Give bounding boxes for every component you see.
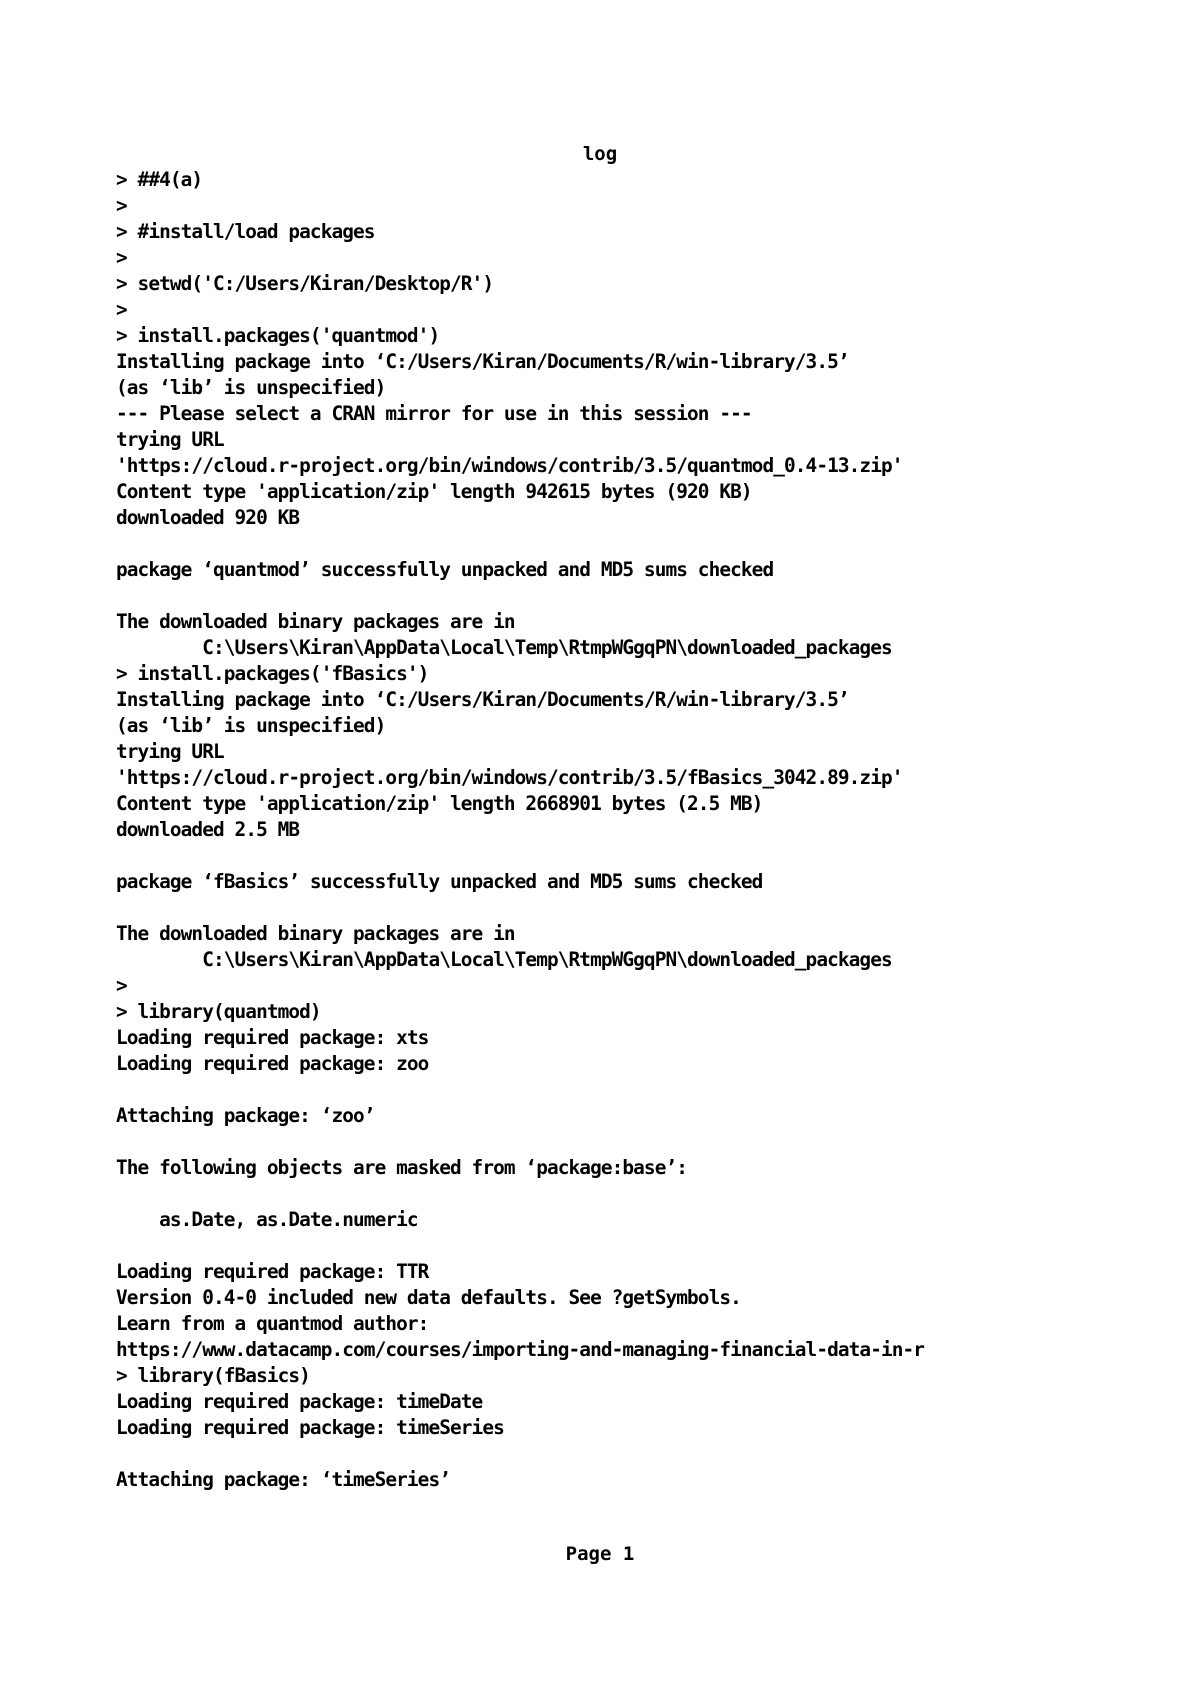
log-line: (as ‘lib’ is unspecified): [116, 714, 386, 737]
log-line: Attaching package: ‘timeSeries’: [116, 1468, 450, 1491]
log-line: C:\Users\Kiran\AppData\Local\Temp\RtmpWGgqPN\downloaded_packages: [116, 948, 892, 971]
log-line: downloaded 920 KB: [116, 506, 300, 529]
log-line: --- Please select a CRAN mirror for use in this session ---: [116, 402, 752, 425]
log-line: > install.packages('quantmod'): [116, 324, 440, 347]
log-line: Loading required package: xts: [116, 1026, 429, 1049]
log-line: >: [116, 194, 127, 217]
log-line: Loading required package: timeDate: [116, 1390, 483, 1413]
log-line: [116, 1129, 1116, 1155]
log-line: package ‘fBasics’ successfully unpacked and MD5 sums checked: [116, 870, 763, 893]
log-line: trying URL: [116, 428, 224, 451]
log-line: [116, 583, 1116, 609]
log-line: Installing package into ‘C:/Users/Kiran/Documents/R/win-library/3.5’: [116, 350, 849, 373]
log-line: [116, 531, 1116, 557]
log-line: 'https://cloud.r-project.org/bin/windows/contrib/3.5/fBasics_3042.89.zip': [116, 766, 903, 789]
log-line: >: [116, 298, 127, 321]
log-line: > setwd('C:/Users/Kiran/Desktop/R'): [116, 272, 494, 295]
log-output: [116, 167, 1116, 1493]
log-line: Attaching package: ‘zoo’: [116, 1104, 375, 1127]
log-line: >: [116, 246, 127, 269]
log-line: downloaded 2.5 MB: [116, 818, 300, 841]
log-line: [116, 1441, 1116, 1467]
log-line: The downloaded binary packages are in: [116, 922, 515, 945]
log-line: [116, 1233, 1116, 1259]
log-line: [116, 895, 1116, 921]
log-line: Content type 'application/zip' length 942615 bytes (920 KB): [116, 480, 752, 503]
log-line: > install.packages('fBasics'): [116, 662, 429, 685]
log-line: trying URL: [116, 740, 224, 763]
log-line: The downloaded binary packages are in: [116, 610, 515, 633]
log-line: Version 0.4-0 included new data defaults. See ?getSymbols.: [116, 1286, 741, 1309]
log-line: Loading required package: timeSeries: [116, 1416, 504, 1439]
log-line: Installing package into ‘C:/Users/Kiran/Documents/R/win-library/3.5’: [116, 688, 849, 711]
log-line: Learn from a quantmod author:: [116, 1312, 429, 1335]
log-line: [116, 1077, 1116, 1103]
log-line: [116, 843, 1116, 869]
log-line: C:\Users\Kiran\AppData\Local\Temp\RtmpWGgqPN\downloaded_packages: [116, 636, 892, 659]
log-line: https://www.datacamp.com/courses/importing-and-managing-financial-data-in-r: [116, 1338, 925, 1361]
log-line: package ‘quantmod’ successfully unpacked and MD5 sums checked: [116, 558, 774, 581]
log-line: > library(quantmod): [116, 1000, 321, 1023]
log-line: 'https://cloud.r-project.org/bin/windows/contrib/3.5/quantmod_0.4-13.zip': [116, 454, 903, 477]
page-title: log: [582, 143, 618, 165]
log-line: Loading required package: TTR: [116, 1260, 429, 1283]
log-line: >: [116, 974, 127, 997]
log-line: Loading required package: zoo: [116, 1052, 429, 1075]
log-line: > ##4(a): [116, 168, 203, 191]
log-line: as.Date, as.Date.numeric: [116, 1208, 418, 1231]
log-line: The following objects are masked from ‘package:base’:: [116, 1156, 688, 1179]
page-number: Page 1: [565, 1543, 635, 1565]
log-line: [116, 1181, 1116, 1207]
log-line: > #install/load packages: [116, 220, 375, 243]
log-line: Content type 'application/zip' length 2668901 bytes (2.5 MB): [116, 792, 763, 815]
log-line: (as ‘lib’ is unspecified): [116, 376, 386, 399]
log-line: > library(fBasics): [116, 1364, 310, 1387]
